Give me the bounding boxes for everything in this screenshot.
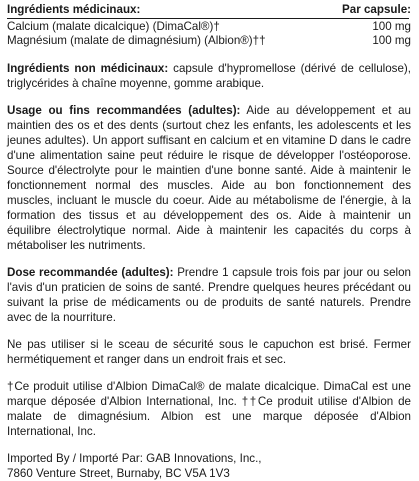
ingredient-amount: 100 mg [372, 20, 411, 33]
per-capsule-heading: Par capsule: [342, 3, 411, 16]
dose-heading: Dose recommandée (adultes): [7, 266, 174, 279]
ingredient-row [7, 34, 411, 48]
header-divider [7, 18, 409, 19]
ingredient-name: Calcium (malate dicalcique) (DimaCal®)† [7, 20, 220, 33]
ingredient-name: Magnésium (malate de dimagnésium) (Albion®)†† [7, 34, 266, 47]
importer-address: 7860 Venture Street, Burnaby, BC V5A 1V3 [7, 467, 230, 480]
ingredient-amount: 100 mg [372, 34, 411, 47]
non-medicinal-heading: Ingrédients non médicinaux: [7, 62, 169, 75]
medicinal-heading: Ingrédients médicinaux: [7, 3, 141, 16]
usage-section [7, 103, 411, 253]
medicinal-header-row [7, 3, 411, 17]
medicinal-ingredients-section [7, 3, 411, 48]
usage-text: Aide au développement et au maintien des os et des dents (surtout chez les enfants, les adolescents et les jeunes adultes). Un apport suffisant en calcium et en vitamine D dans le cadre d'une alimentation saine peut réduire le risque de développer l'ostéoporose. Source d'électrolyte pour le maintien d'une bonne santé. Aide à maintenir le fonctionnement normal des muscles. Aide au bon fonctionnement des muscles, incluant le muscle du coeur. Aide au métabolisme de l'énergie, à la formation des tissus et au développement des os. Aide à maintenir un équilibre électrolytique normal. Aide à maintenir les capacités du corps à métaboliser les nutriments. [7, 104, 411, 252]
dose-section [7, 265, 411, 325]
dose-text: Prendre 1 capsule trois fois par jour ou selon l'avis d'un praticien de soins de santé. Prendre quelques heures précédant ou suivant la prise de médicaments ou de produits de santé naturels. Prendre avec de la nourriture. [7, 266, 411, 324]
warning-text: Ne pas utiliser si le sceau de sécurité sous le capuchon est brisé. Fermer hermétiquement et ranger dans un endroit frais et sec. [7, 338, 411, 366]
usage-heading: Usage ou fins recommandées (adultes): [7, 104, 241, 117]
ingredient-row [7, 20, 411, 34]
trademark-notice: †Ce produit utilise d'Albion DimaCal® de malate dicalcique. DimaCal est une marque déposée d'Albion International, Inc. ††Ce produit utilise d'Albion de malate de dimagnésium. Albion est une marque déposée d'Albion International, Inc. [7, 380, 411, 438]
non-medicinal-ingredients [7, 61, 411, 91]
non-medicinal-text: capsule d'hypromellose (dérivé de cellulose), triglycérides à chaîne moyenne, gomme arabique. [7, 62, 411, 90]
importer-line: Imported By / Importé Par: GAB Innovations, Inc., [7, 452, 262, 465]
